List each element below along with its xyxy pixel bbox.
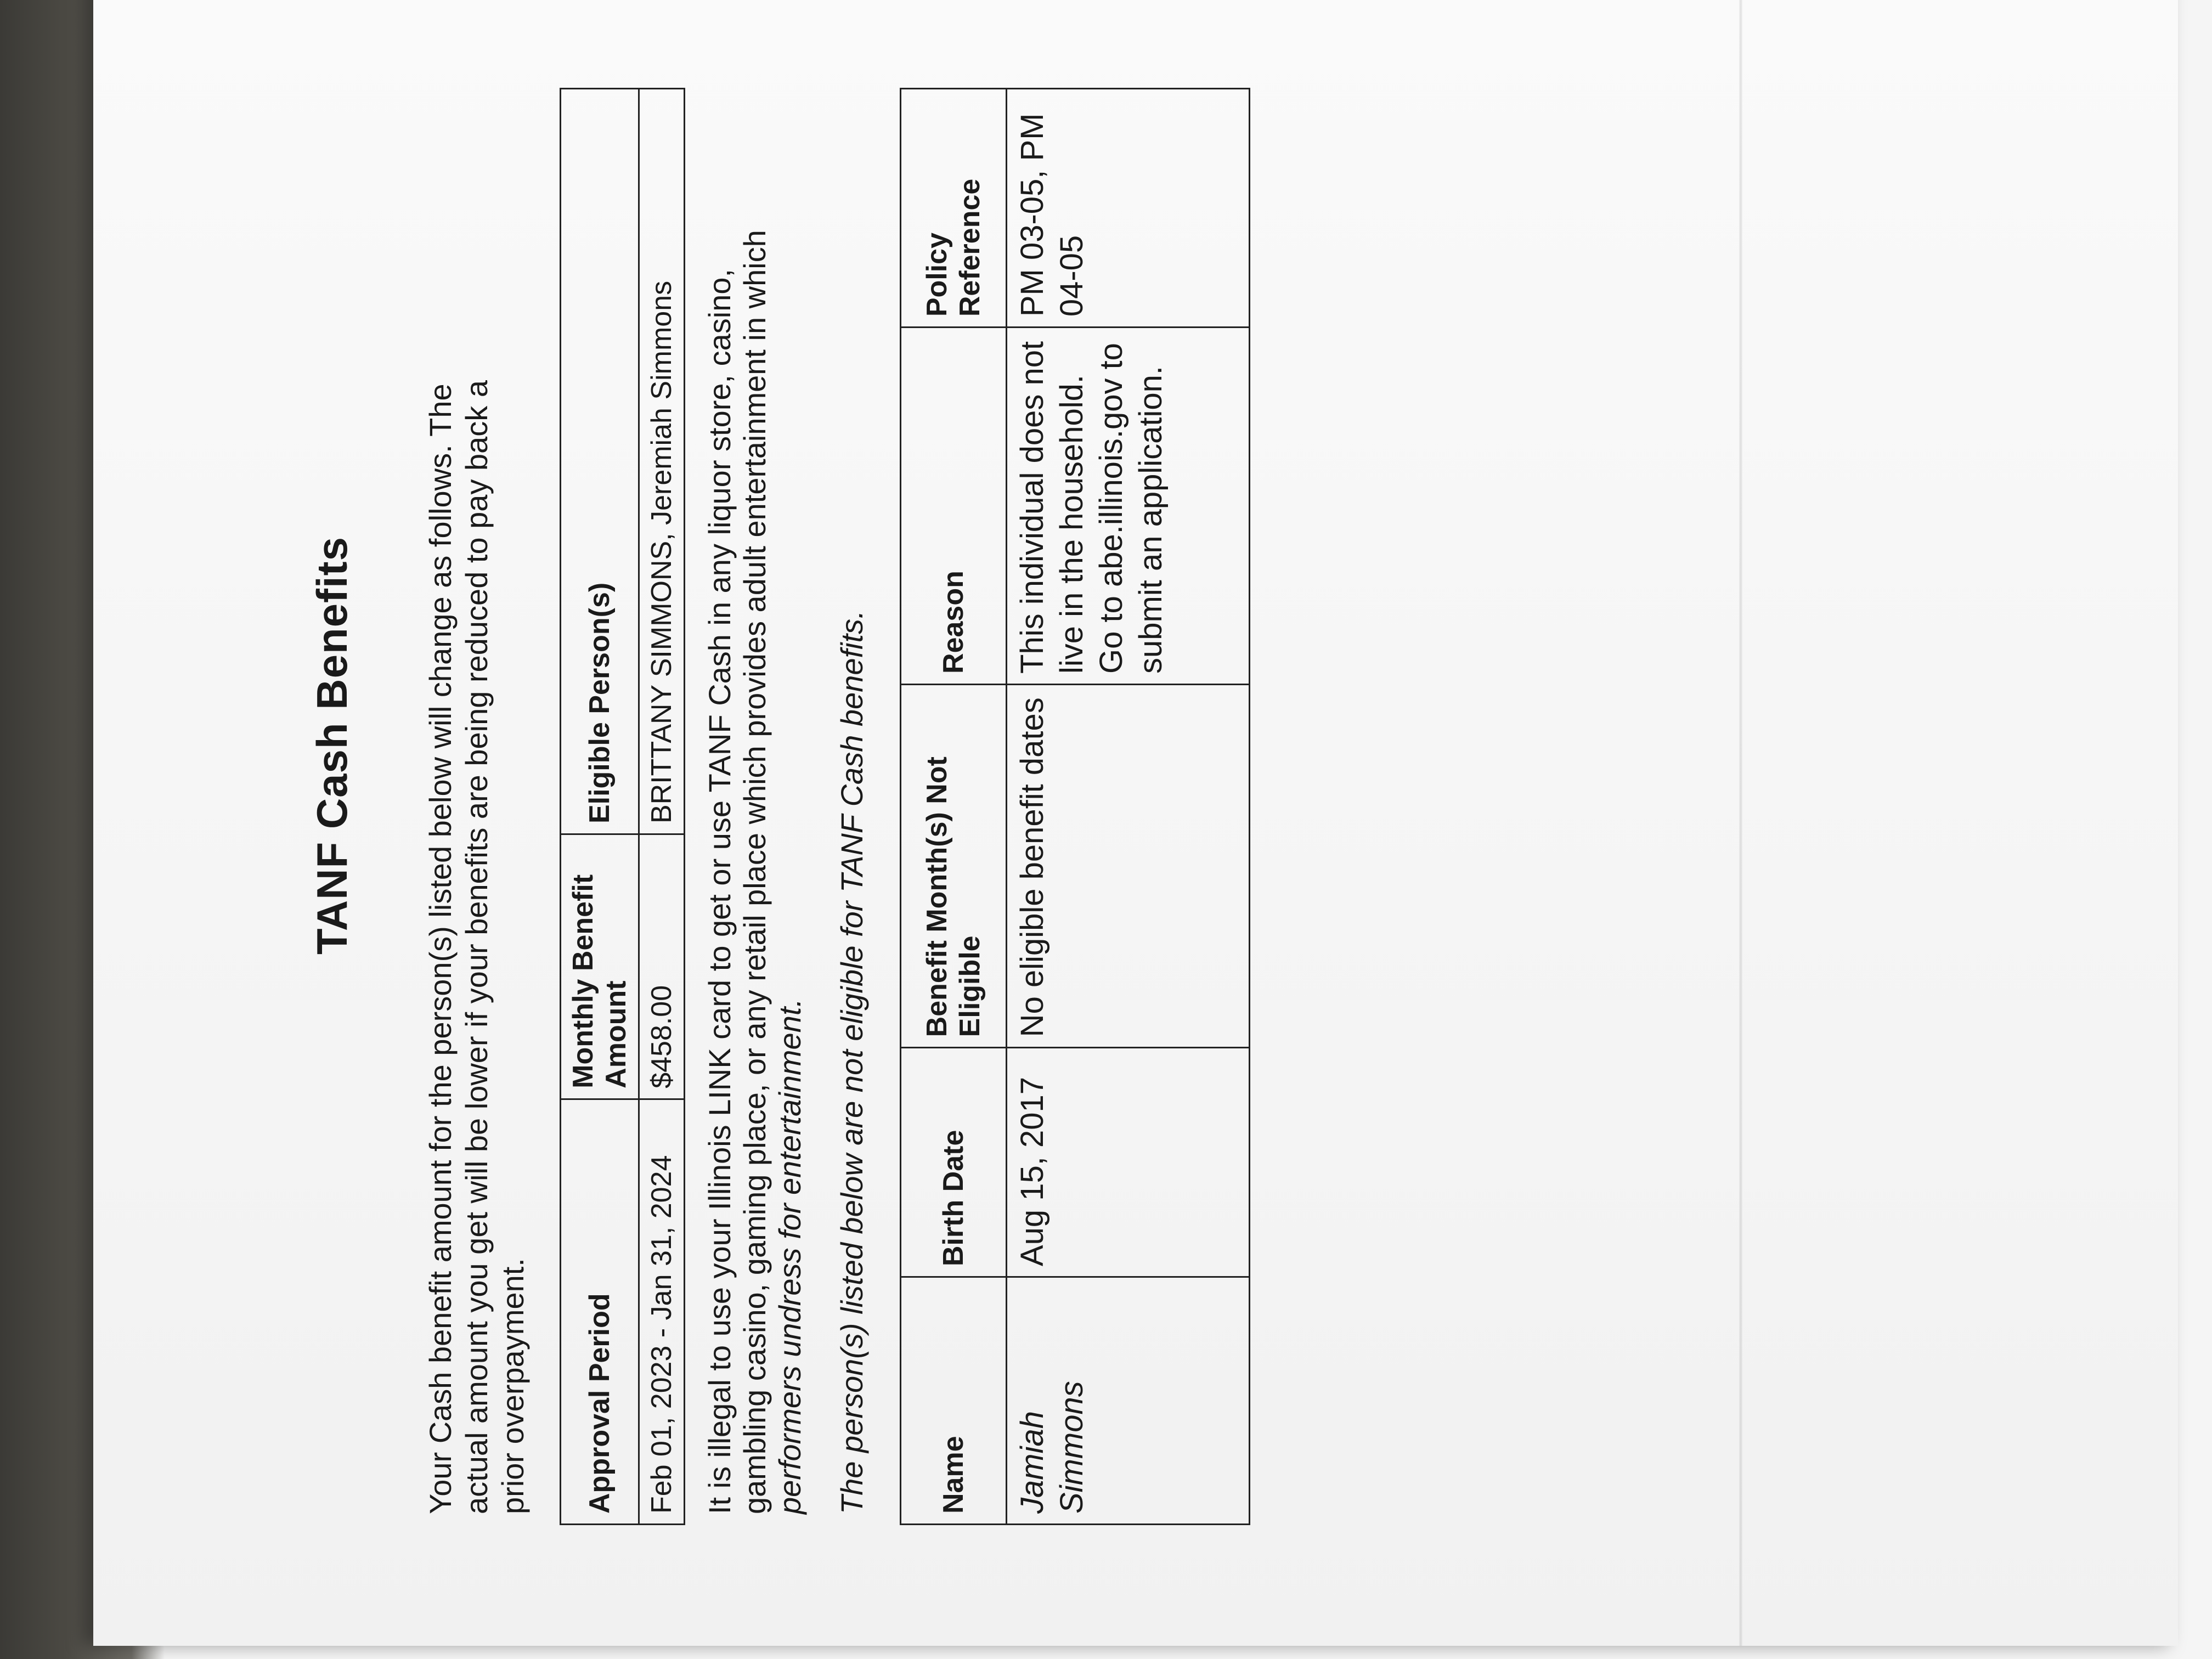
cell-birth-date: Aug 15, 2017	[1007, 1048, 1250, 1277]
header-birth-date: Birth Date	[901, 1048, 1007, 1277]
table-row	[1007, 89, 1250, 1525]
ineligible-table-header-row	[901, 89, 1007, 1525]
ineligible-intro: The person(s) listed below are not eligible for TANF Cash benefits.	[834, 610, 869, 1514]
benefits-table	[560, 88, 685, 1525]
header-reason: Reason	[901, 328, 1007, 685]
paper-fold-line	[1739, 0, 1742, 1646]
cell-monthly-benefit-amount: $458.00	[639, 834, 685, 1099]
cell-reason: This individual does not live in the household. Go to abe.illinois.gov to submit an application.	[1007, 328, 1250, 685]
warning-text: It is illegal to use your Illinois LINK card to get or use TANF Cash in any liquor store, casino, gambling casino, gaming place, or any retail place which provides adult entertainment in which	[702, 230, 772, 1514]
header-benefit-months-not-eligible: Benefit Month(s) Not Eligible	[901, 684, 1007, 1047]
table-row	[639, 89, 685, 1525]
cell-name: Jamiah Simmons	[1007, 1277, 1250, 1525]
header-name: Name	[901, 1277, 1007, 1525]
cell-policy-reference: PM 03-05, PM 04-05	[1007, 89, 1250, 328]
cell-eligible-persons: BRITTANY SIMMONS, Jeremiah Simmons	[639, 89, 685, 834]
document-title: TANF Cash Benefits	[308, 537, 356, 955]
cell-approval-period: Feb 01, 2023 - Jan 31, 2024	[639, 1099, 685, 1524]
intro-paragraph: Your Cash benefit amount for the person(s) listed below will change as follows. The actual amount you get will be lower if your benefits are being reduced to pay back a prior overpayment.	[423, 380, 530, 1514]
benefits-table-header-row	[561, 89, 639, 1525]
warning-text-italic: performers undress for entertainment.	[772, 998, 807, 1514]
header-eligible-persons: Eligible Person(s)	[561, 89, 639, 834]
benefit-notice-document	[274, 0, 1372, 1547]
header-monthly-benefit-amount: Monthly Benefit Amount	[561, 834, 639, 1099]
cell-benefit-months: No eligible benefit dates	[1007, 684, 1250, 1047]
illegal-use-warning	[702, 198, 808, 1514]
header-approval-period: Approval Period	[561, 1099, 639, 1524]
header-policy-reference: Policy Reference	[901, 89, 1007, 328]
ineligible-table	[900, 88, 1250, 1525]
